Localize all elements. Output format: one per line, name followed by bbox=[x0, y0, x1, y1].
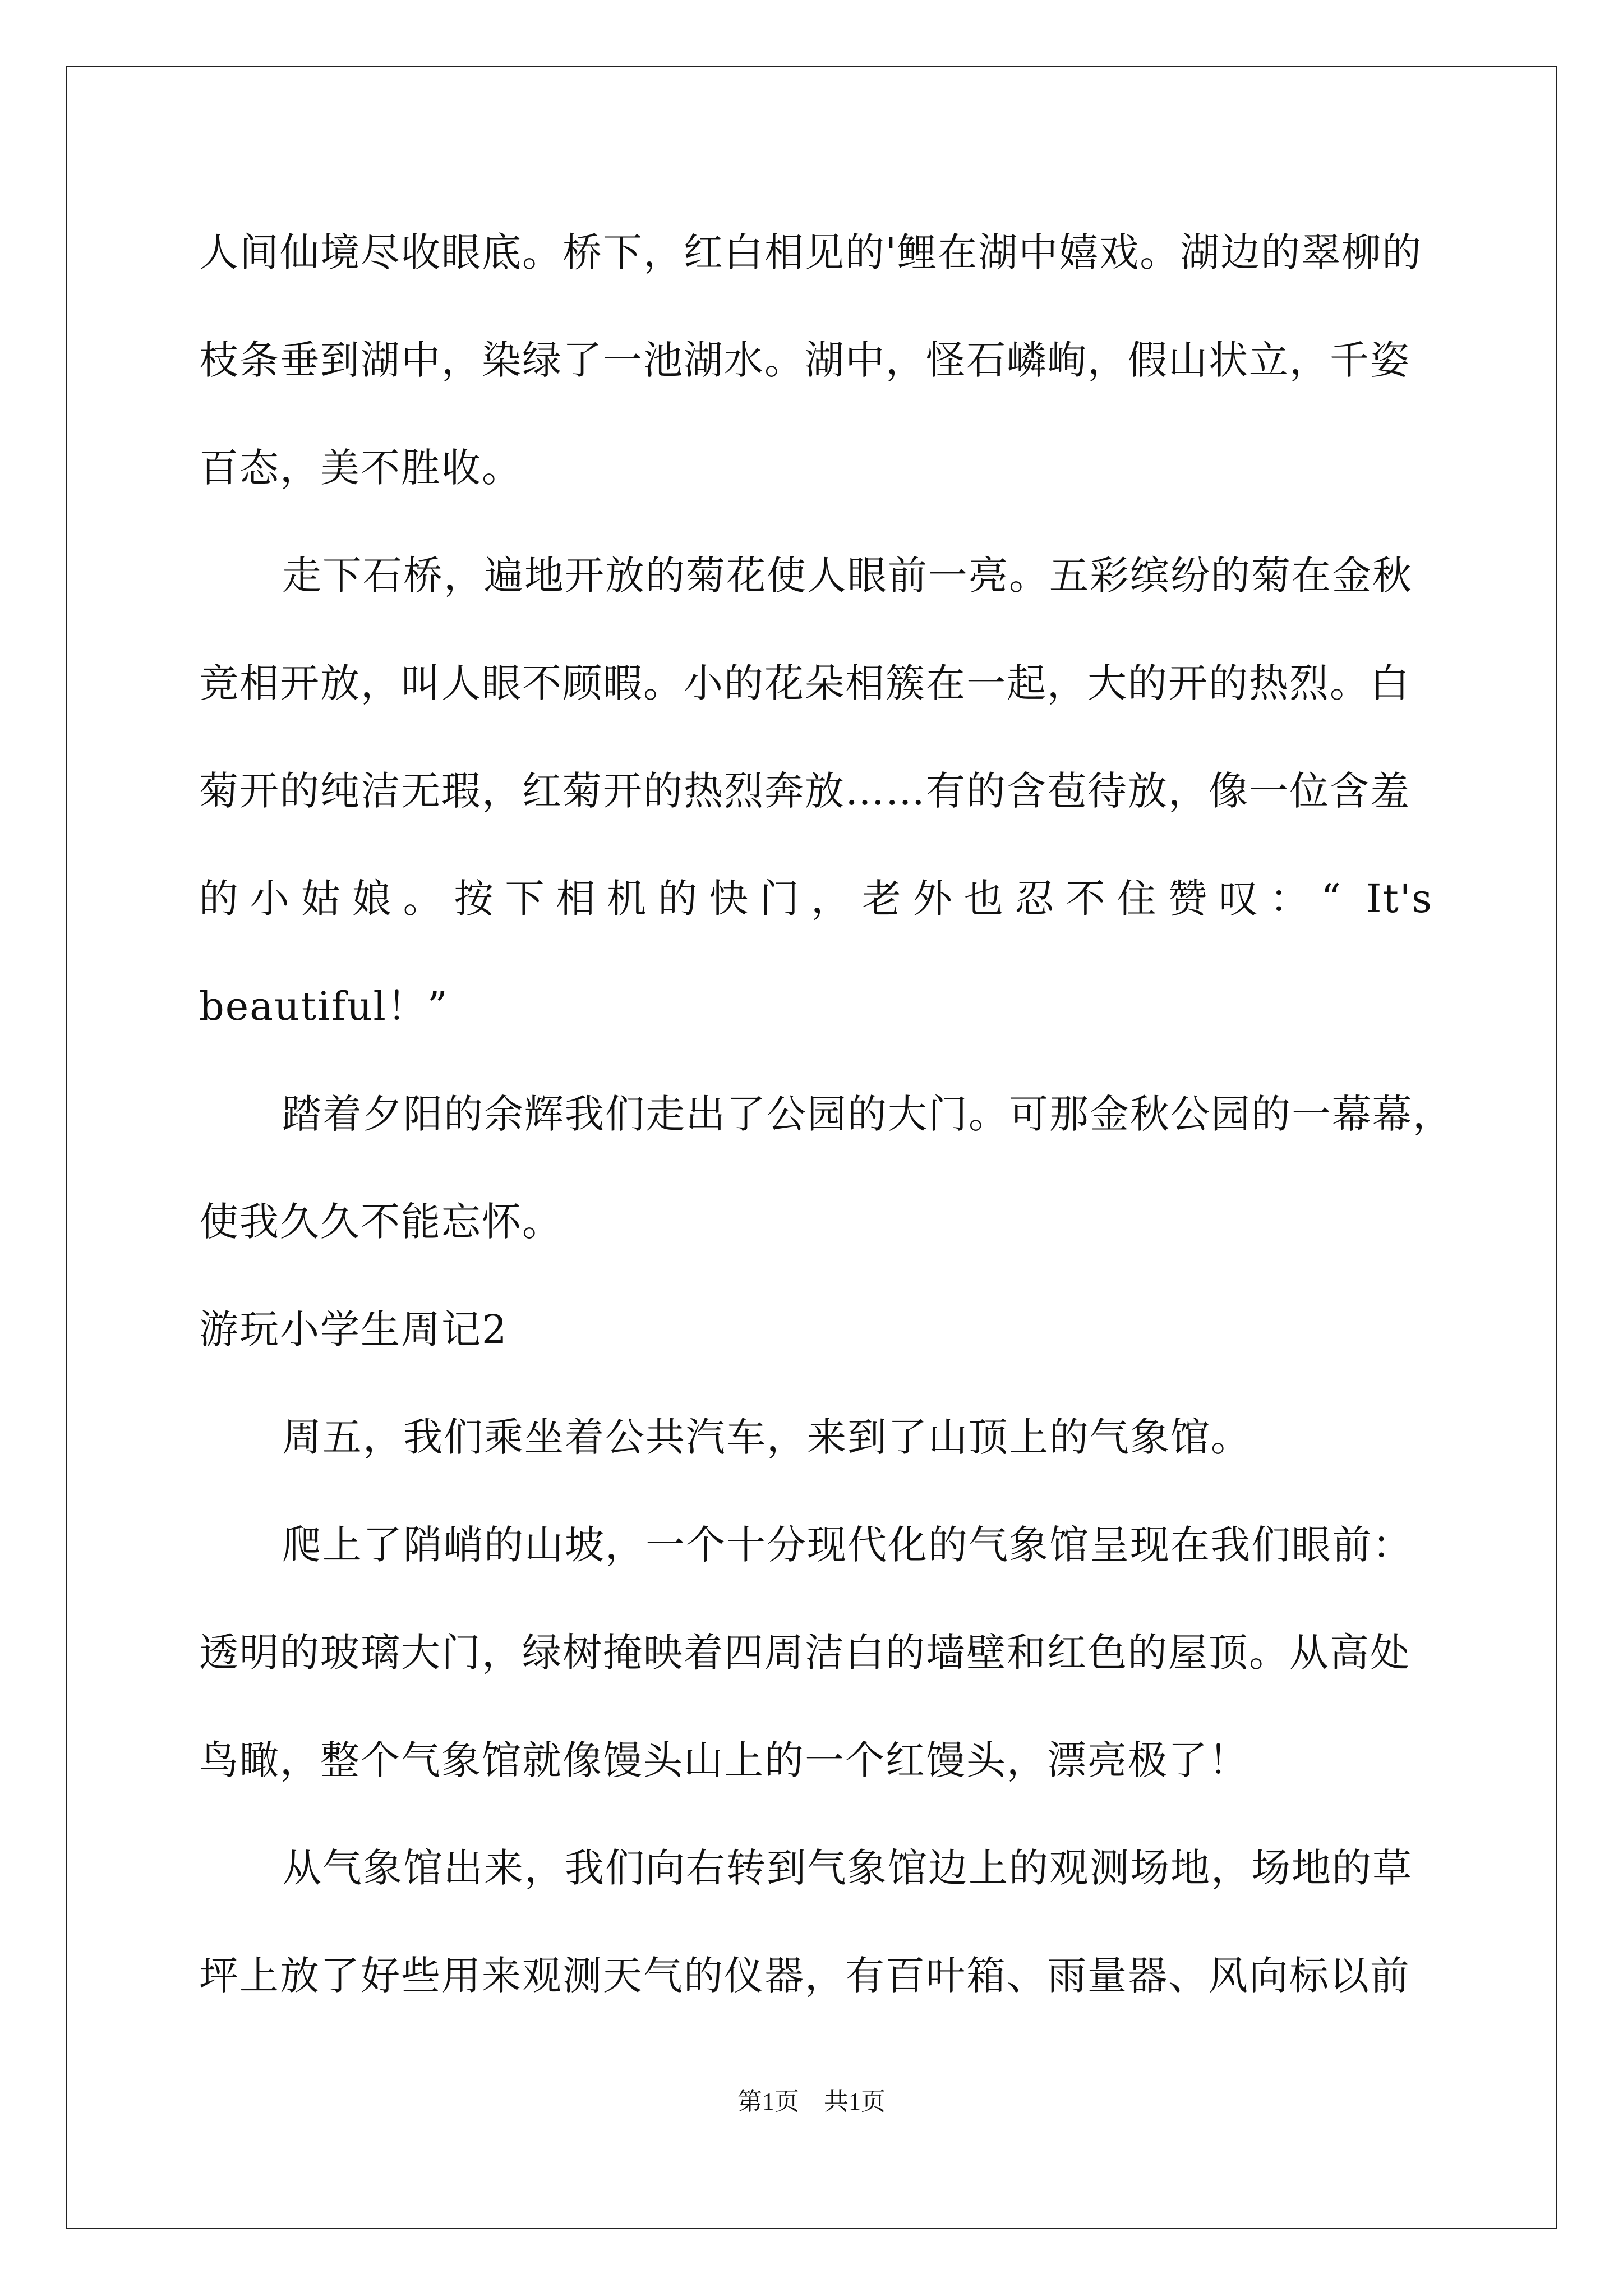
text-line: 人间仙境尽收眼底。桥下，红白相见的'鲤在湖中嬉戏。湖边的翠柳的 bbox=[199, 229, 1423, 275]
text-line: 从气象馆出来，我们向右转到气象馆边上的观测场地，场地的草 bbox=[282, 1845, 1413, 1891]
document-body bbox=[199, 219, 1453, 2050]
text-line: 透明的玻璃大门，绿树掩映着四周洁白的墙壁和红色的屋顶。从高处 bbox=[199, 1630, 1410, 1676]
text-line: 周五，我们乘坐着公共汽车，来到了山顶上的气象馆。 bbox=[282, 1414, 1251, 1460]
text-line: 踏着夕阳的余辉我们走出了公园的大门。可那金秋公园的一幕幕， bbox=[282, 1091, 1453, 1137]
section-heading: 游玩小学生周记2 bbox=[199, 1306, 508, 1352]
text-line: 枝条垂到湖中，染绿了一池湖水。湖中，怪石嶙峋，假山状立，千姿 bbox=[199, 337, 1410, 383]
text-line: 的小姑娘。按下相机的快门，老外也忍不住赞叹：“ It's bbox=[199, 876, 1433, 922]
text-line: 竞相开放，叫人眼不顾暇。小的花朵相簇在一起，大的开的热烈。白 bbox=[199, 660, 1410, 706]
text-line: beautiful！” bbox=[199, 983, 449, 1029]
text-line: 走下石桥，遍地开放的菊花使人眼前一亮。五彩缤纷的菊在金秋 bbox=[282, 553, 1413, 599]
text-line: 使我久久不能忘怀。 bbox=[199, 1199, 562, 1245]
page-footer: 第1页 共1页 bbox=[737, 2088, 886, 2115]
text-line: 菊开的纯洁无瑕，红菊开的热烈奔放……有的含苞待放，像一位含羞 bbox=[199, 768, 1410, 814]
text-line: 百态，美不胜收。 bbox=[199, 445, 522, 491]
text-line: 鸟瞰，整个气象馆就像馒头山上的一个红馒头，漂亮极了！ bbox=[199, 1737, 1249, 1783]
text-line: 坪上放了好些用来观测天气的仪器，有百叶箱、雨量器、风向标以前 bbox=[199, 1953, 1410, 1999]
text-line: 爬上了陗峭的山坡，一个十分现代化的气象馆呈现在我们眼前： bbox=[282, 1522, 1413, 1568]
